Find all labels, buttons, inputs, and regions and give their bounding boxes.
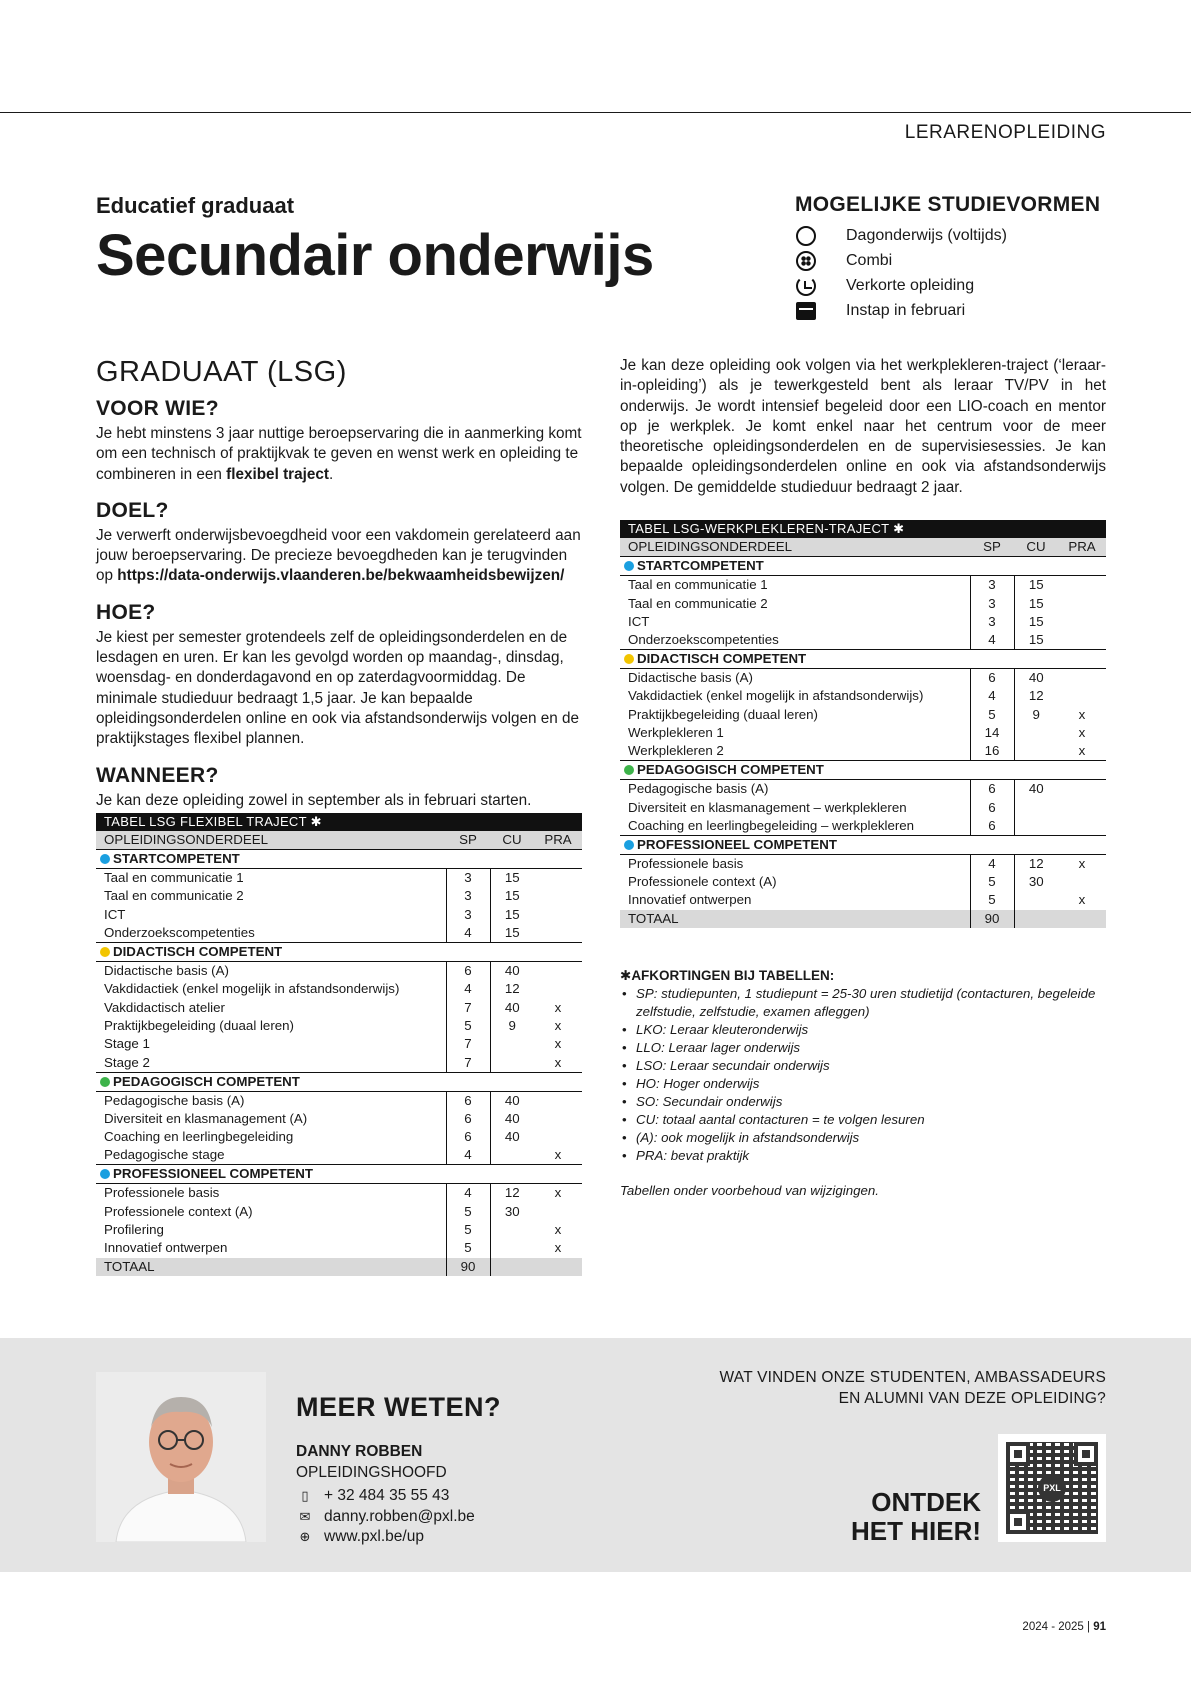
total-sp: 90 xyxy=(446,1258,490,1276)
cu-value: 15 xyxy=(490,887,534,905)
cu-value xyxy=(490,1054,534,1073)
study-form-label: Verkorte opleiding xyxy=(846,276,975,294)
table-group-row xyxy=(96,1072,582,1091)
page-number: 2024 - 2025 | 91 xyxy=(1022,1621,1106,1633)
table-header-row xyxy=(96,831,582,850)
study-form-item xyxy=(795,248,1106,273)
cu-value xyxy=(490,1239,534,1257)
table-row xyxy=(96,906,582,924)
table-group-row xyxy=(620,761,1106,780)
cu-value xyxy=(1014,742,1058,761)
cu-value: 40 xyxy=(490,962,534,981)
table-row xyxy=(620,798,1106,816)
table-total-row xyxy=(96,1258,582,1276)
sp-value: 6 xyxy=(446,1091,490,1110)
right-column xyxy=(620,356,1106,1198)
table-row xyxy=(620,706,1106,724)
cu-value: 12 xyxy=(1014,854,1058,873)
course-name: Taal en communicatie 1 xyxy=(104,870,244,886)
sp-value: 3 xyxy=(970,576,1014,595)
cu-value xyxy=(1014,817,1058,836)
pra-value xyxy=(534,869,582,888)
sp-value: 3 xyxy=(446,887,490,905)
group-dot-icon xyxy=(100,1077,110,1087)
abbreviations-list xyxy=(620,985,1106,1165)
course-name: Vakdidactiek (enkel mogelijk in afstandsonderwijs) xyxy=(104,981,400,997)
course-name: Innovatief ontwerpen xyxy=(628,892,752,908)
table-row xyxy=(96,1221,582,1239)
cu-value xyxy=(490,1221,534,1239)
cu-value: 40 xyxy=(1014,780,1058,799)
pra-value xyxy=(534,906,582,924)
group-name: PROFESSIONEEL COMPETENT xyxy=(113,1166,313,1182)
study-form-item xyxy=(795,223,1106,248)
study-form-label: Dagonderwijs (voltijds) xyxy=(846,226,1007,244)
pra-value xyxy=(1058,631,1106,650)
pra-value: x xyxy=(1078,892,1086,908)
table-row xyxy=(96,1110,582,1128)
abbreviation-item: • HO: Hoger onderwijs xyxy=(620,1075,1106,1093)
cu-value: 9 xyxy=(1014,706,1058,724)
course-name: Pedagogische basis (A) xyxy=(104,1092,245,1108)
table-row xyxy=(96,1091,582,1110)
course-name: Stage 2 xyxy=(104,1054,150,1070)
cu-value: 30 xyxy=(1014,873,1058,891)
table-row xyxy=(96,1202,582,1220)
pra-value xyxy=(534,1202,582,1220)
wanneer-text: Je kan deze opleiding zowel in september als in februari starten. xyxy=(96,791,532,809)
cu-value: 40 xyxy=(490,1091,534,1110)
asterisk-icon: ✱ xyxy=(310,814,322,830)
table-row xyxy=(96,962,582,981)
sp-value: 4 xyxy=(446,1146,490,1165)
cu-value: 40 xyxy=(490,1110,534,1128)
combi-icon xyxy=(795,250,817,272)
table-row xyxy=(620,854,1106,873)
asterisk-icon: ✱ xyxy=(620,967,632,983)
sp-value: 4 xyxy=(446,1184,490,1203)
pxl-logo-icon: PXL xyxy=(1038,1474,1066,1502)
course-name: Werkplekleren 2 xyxy=(628,743,724,759)
sp-value: 4 xyxy=(970,854,1014,873)
cu-value: 15 xyxy=(1014,631,1058,650)
abbreviation-item: • CU: totaal aantal contacturen = te volgen lesuren xyxy=(620,1111,1106,1129)
students-question: WAT VINDEN ONZE STUDENTEN, AMBASSADEURS EN ALUMNI VAN DEZE OPLEIDING? xyxy=(719,1369,1106,1407)
werkplekleren-intro: Je kan deze opleiding ook volgen via het werkplekleren-traject (‘leraar-in-opleiding’) als je tewerkgesteld bent als leraar TV/PV in het onderwijs. Je wordt intensief begeleid door een LIO-coach en mentor op je werkplek. Je komt enkel naar het centrum voor de meer theoretische opleidingsonderdelen en de supervisiesessies. Je kan bepaalde opleidingsonderdelen online en ook via afstandsonderwijs volgen. De gemiddelde studieduur bedraagt 2 jaar. xyxy=(620,357,1106,496)
course-name: Coaching en leerlingbegeleiding – werkplekleren xyxy=(628,817,915,833)
group-dot-icon xyxy=(100,1169,110,1179)
sp-value: 16 xyxy=(970,742,1014,761)
study-forms xyxy=(795,193,1106,323)
section-tag: LERARENOPLEIDING xyxy=(904,122,1106,143)
werkplekleren-table xyxy=(620,520,1106,928)
meer-weten-heading: MEER WETEN? xyxy=(296,1392,501,1422)
table-group-row xyxy=(96,1165,582,1184)
sp-value: 5 xyxy=(970,706,1014,724)
course-name: Professionele basis xyxy=(628,855,744,871)
doel-link[interactable]: https://data-onderwijs.vlaanderen.be/bekwaamheidsbewijzen/ xyxy=(117,567,565,585)
contact-name: DANNY ROBBEN xyxy=(296,1443,423,1460)
table-row xyxy=(96,1184,582,1203)
graduaat-heading: GRADUAAT (LSG) xyxy=(96,356,347,388)
table-row xyxy=(620,780,1106,799)
course-name: Diversiteit en klasmanagement (A) xyxy=(104,1110,308,1126)
pra-value: x xyxy=(554,999,562,1015)
sp-value: 4 xyxy=(446,924,490,943)
cu-value xyxy=(490,1035,534,1053)
col-header: PRA xyxy=(1058,538,1106,557)
contact-photo xyxy=(96,1372,266,1542)
table-group-row xyxy=(620,557,1106,576)
short-track-icon xyxy=(795,275,817,297)
table-row xyxy=(620,669,1106,688)
phone-icon: ▯ xyxy=(301,1488,309,1503)
cu-value: 15 xyxy=(1014,594,1058,612)
flexibel-traject-emph: flexibel traject xyxy=(226,465,329,483)
study-form-label: Combi xyxy=(846,251,893,269)
table-row xyxy=(96,980,582,998)
pra-value: x xyxy=(1078,725,1086,741)
course-name: ICT xyxy=(628,614,650,630)
course-name: Profilering xyxy=(104,1221,164,1237)
group-dot-icon xyxy=(624,561,634,571)
pra-value xyxy=(534,980,582,998)
sp-value: 6 xyxy=(970,798,1014,816)
sp-value: 7 xyxy=(446,1035,490,1053)
doel-text: Je verwerft onderwijsbevoegdheid voor een vakdomein gerelateerd aan jouw beroepservaring. De precieze bevoegdheden kan je terugvinden op https://data-onderwijs.vlaanderen.be/bekwaamheidsbewijzen/ xyxy=(96,526,581,585)
pra-value xyxy=(1058,669,1106,688)
table-row xyxy=(96,924,582,943)
course-name: Diversiteit en klasmanagement – werkplekleren xyxy=(628,799,907,815)
table-group-row xyxy=(620,835,1106,854)
course-name: Onderzoekscompetenties xyxy=(628,632,779,648)
left-column xyxy=(96,356,582,1276)
cu-value xyxy=(1014,891,1058,909)
pra-value xyxy=(1058,576,1106,595)
col-header: SP xyxy=(446,831,490,850)
sp-value: 14 xyxy=(970,724,1014,742)
study-forms-heading: MOGELIJKE STUDIEVORMEN xyxy=(795,193,1101,216)
cu-value: 40 xyxy=(490,1128,534,1146)
cu-value: 15 xyxy=(490,906,534,924)
course-name: Taal en communicatie 1 xyxy=(628,577,768,593)
page-subtitle: Educatief graduaat xyxy=(96,193,295,218)
sp-value: 5 xyxy=(446,1221,490,1239)
sp-value: 6 xyxy=(446,1128,490,1146)
table-title: TABEL LSG-WERKPLEKLEREN-TRAJECT ✱ xyxy=(620,520,1106,538)
pra-value: x xyxy=(554,1147,562,1163)
course-name: Pedagogische basis (A) xyxy=(628,781,769,797)
table-row xyxy=(620,817,1106,836)
voorwie-text: Je hebt minstens 3 jaar nuttige beroepservaring die in aanmerking komt om een technisch of praktijkvak te geven en wenst werk en opleiding te combineren in een flexibel traject. xyxy=(96,425,582,483)
pra-value xyxy=(1058,594,1106,612)
wanneer-heading: WANNEER? xyxy=(96,763,219,787)
abbreviation-item: • LSO: Leraar secundair onderwijs xyxy=(620,1057,1106,1075)
table-row xyxy=(96,998,582,1016)
sp-value: 4 xyxy=(970,631,1014,650)
sp-value: 7 xyxy=(446,1054,490,1073)
group-dot-icon xyxy=(624,654,634,664)
pra-value xyxy=(534,924,582,943)
course-name: Taal en communicatie 2 xyxy=(104,888,244,904)
pra-value xyxy=(534,1091,582,1110)
contact-email: danny.robben@pxl.be xyxy=(324,1507,475,1525)
table-row xyxy=(96,1239,582,1257)
table-row xyxy=(96,1035,582,1053)
calendar-icon xyxy=(795,300,817,322)
table-row xyxy=(96,869,582,888)
abbreviation-item: • SP: studiepunten, 1 studiepunt = 25-30 uren studietijd (contacturen, begeleide zelfstudie, zelfstudie, examen afleggen) xyxy=(620,985,1106,1021)
sp-value: 3 xyxy=(970,613,1014,631)
group-dot-icon xyxy=(100,854,110,864)
course-name: Praktijkbegeleiding (duaal leren) xyxy=(104,1018,294,1033)
study-form-item xyxy=(795,273,1106,298)
abbreviation-item: • SO: Secundair onderwijs xyxy=(620,1093,1106,1111)
abbreviation-item: • LKO: Leraar kleuteronderwijs xyxy=(620,1021,1106,1039)
sp-value: 6 xyxy=(446,1110,490,1128)
table-row xyxy=(620,891,1106,909)
group-name: PEDAGOGISCH COMPETENT xyxy=(113,1073,300,1089)
course-name: Vakdidactiek (enkel mogelijk in afstandsonderwijs) xyxy=(628,688,924,704)
table-row xyxy=(620,576,1106,595)
abbreviation-item: • LLO: Leraar lager onderwijs xyxy=(620,1039,1106,1057)
cu-value: 12 xyxy=(490,1184,534,1203)
table-title-row xyxy=(96,813,582,831)
col-header: CU xyxy=(490,831,534,850)
course-name: Pedagogische stage xyxy=(104,1147,225,1163)
table-row xyxy=(96,1146,582,1165)
course-name: Professionele context (A) xyxy=(628,874,777,889)
page-title: Secundair onderwijs xyxy=(96,223,654,288)
pra-value xyxy=(534,962,582,981)
pra-value xyxy=(1058,687,1106,705)
asterisk-icon: ✱ xyxy=(893,521,905,537)
sp-value: 5 xyxy=(970,873,1014,891)
abbreviations-heading: ✱AFKORTINGEN BIJ TABELLEN: xyxy=(620,967,835,983)
table-total-row xyxy=(620,910,1106,928)
cu-value: 12 xyxy=(490,980,534,998)
sp-value: 3 xyxy=(970,594,1014,612)
col-header: PRA xyxy=(534,831,582,850)
cu-value: 40 xyxy=(490,998,534,1016)
table-row xyxy=(96,1128,582,1146)
pra-value xyxy=(534,887,582,905)
group-name: PROFESSIONEEL COMPETENT xyxy=(637,836,837,852)
col-header: OPLEIDINGSONDERDEEL xyxy=(620,538,970,557)
sp-value: 3 xyxy=(446,869,490,888)
table-row xyxy=(620,594,1106,612)
pra-value xyxy=(1058,613,1106,631)
course-name: Coaching en leerlingbegeleiding xyxy=(104,1129,294,1145)
qr-code[interactable] xyxy=(998,1434,1106,1542)
course-name: Didactische basis (A) xyxy=(104,963,229,979)
doel-heading: DOEL? xyxy=(96,498,169,522)
pra-value: x xyxy=(1078,706,1086,722)
table-title: TABEL LSG FLEXIBEL TRAJECT ✱ xyxy=(96,813,582,831)
top-rule xyxy=(0,112,1191,113)
pra-value: x xyxy=(554,1185,562,1201)
cu-value xyxy=(490,1146,534,1165)
col-header: CU xyxy=(1014,538,1058,557)
table-row xyxy=(620,873,1106,891)
cu-value xyxy=(1014,798,1058,816)
abbreviation-item: • (A): ook mogelijk in afstandsonderwijs xyxy=(620,1129,1106,1147)
sp-value: 4 xyxy=(446,980,490,998)
sp-value: 5 xyxy=(446,1202,490,1220)
course-name: Innovatief ontwerpen xyxy=(104,1240,228,1256)
table-group-row xyxy=(96,850,582,869)
contact-role: OPLEIDINGSHOOFD xyxy=(296,1463,447,1481)
cu-value: 30 xyxy=(490,1202,534,1220)
abbreviation-item: • PRA: bevat praktijk xyxy=(620,1147,1106,1165)
pra-value xyxy=(1058,798,1106,816)
hoe-heading: HOE? xyxy=(96,600,156,624)
table-row xyxy=(620,613,1106,631)
pra-value: x xyxy=(554,1036,562,1052)
table-row xyxy=(96,1017,582,1035)
study-form-item xyxy=(795,298,1106,323)
table-group-row xyxy=(620,650,1106,669)
hoe-text: Je kiest per semester grotendeels zelf de opleidingsonderdelen en de lesdagen en uren. Er kan les gevolgd worden op maandag-, dinsdag, woensdag- en donderdagavond en op zaterdagvoormiddag. De minimale studieduur bedraagt 1,5 jaar. Je kan bepaalde opleidingsonderdelen online en ook via afstandsonderwijs volgen en de praktijkstages flexibel plannen. xyxy=(96,628,580,748)
globe-icon: ⊕ xyxy=(299,1529,311,1544)
pra-value xyxy=(534,1128,582,1146)
cu-value xyxy=(1014,724,1058,742)
table-row xyxy=(96,887,582,905)
group-name: STARTCOMPETENT xyxy=(113,851,240,867)
cu-value: 9 xyxy=(490,1017,534,1035)
contact-web-row[interactable] xyxy=(296,1527,475,1548)
pra-value: x xyxy=(1078,855,1086,871)
pra-value xyxy=(1058,873,1106,891)
table-row xyxy=(620,742,1106,761)
total-label: TOTAAL xyxy=(96,1258,446,1276)
group-name: DIDACTISCH COMPETENT xyxy=(113,944,283,960)
flexibel-traject-table xyxy=(96,813,582,1276)
pra-value xyxy=(1058,780,1106,799)
sp-value: 5 xyxy=(446,1017,490,1035)
cu-value: 15 xyxy=(490,924,534,943)
group-name: PEDAGOGISCH COMPETENT xyxy=(637,762,824,778)
table-row xyxy=(620,631,1106,650)
contact-web: www.pxl.be/up xyxy=(324,1528,424,1545)
col-header: SP xyxy=(970,538,1014,557)
group-dot-icon xyxy=(624,765,634,775)
cu-value: 40 xyxy=(1014,669,1058,688)
total-sp: 90 xyxy=(970,910,1014,928)
table-group-row xyxy=(96,943,582,962)
course-name: Vakdidactisch atelier xyxy=(104,999,225,1015)
pra-value: x xyxy=(554,1054,562,1070)
mail-icon: ✉ xyxy=(299,1508,311,1524)
course-name: ICT xyxy=(104,906,126,922)
pra-value xyxy=(1058,817,1106,836)
table-header-row xyxy=(620,538,1106,557)
disclaimer-note: Tabellen onder voorbehoud van wijzigingen. xyxy=(620,1182,879,1198)
sp-value: 5 xyxy=(446,1239,490,1257)
contact-details xyxy=(296,1442,475,1548)
pra-value: x xyxy=(1078,743,1086,759)
course-name: Onderzoekscompetenties xyxy=(104,925,255,941)
total-label: TOTAAL xyxy=(620,910,970,928)
group-name: STARTCOMPETENT xyxy=(637,558,764,574)
course-name: Praktijkbegeleiding (duaal leren) xyxy=(628,706,818,722)
contact-phone: + 32 484 35 55 43 xyxy=(324,1487,450,1504)
circle-icon xyxy=(795,225,817,247)
ontdek-callout: ONTDEK HET HIER! xyxy=(851,1487,981,1546)
sp-value: 6 xyxy=(970,817,1014,836)
group-dot-icon xyxy=(624,840,634,850)
sp-value: 7 xyxy=(446,998,490,1016)
table-row xyxy=(620,724,1106,742)
sp-value: 5 xyxy=(970,891,1014,909)
course-name: Didactische basis (A) xyxy=(628,670,753,686)
course-name: Professionele basis xyxy=(104,1185,220,1201)
cu-value: 15 xyxy=(1014,576,1058,595)
group-dot-icon xyxy=(100,947,110,957)
cu-value: 15 xyxy=(1014,613,1058,631)
table-title-row xyxy=(620,520,1106,538)
pra-value: x xyxy=(554,1018,562,1033)
sp-value: 4 xyxy=(970,687,1014,705)
table-row xyxy=(96,1054,582,1073)
cu-value: 15 xyxy=(490,869,534,888)
course-name: Professionele context (A) xyxy=(104,1203,253,1219)
voorwie-heading: VOOR WIE? xyxy=(96,397,219,420)
course-name: Stage 1 xyxy=(104,1036,150,1052)
contact-phone-row[interactable] xyxy=(296,1486,475,1507)
table-row xyxy=(620,687,1106,705)
study-form-label: Instap in februari xyxy=(846,301,966,319)
sp-value: 6 xyxy=(970,669,1014,688)
group-name: DIDACTISCH COMPETENT xyxy=(637,651,807,667)
sp-value: 6 xyxy=(446,962,490,981)
sp-value: 6 xyxy=(970,780,1014,799)
contact-footer xyxy=(0,1338,1191,1572)
col-header: OPLEIDINGSONDERDEEL xyxy=(96,831,446,850)
abbreviations xyxy=(620,968,1106,1198)
pra-value: x xyxy=(554,1240,562,1256)
cu-value: 12 xyxy=(1014,687,1058,705)
course-name: Taal en communicatie 2 xyxy=(628,595,768,611)
course-name: Werkplekleren 1 xyxy=(628,725,724,741)
sp-value: 3 xyxy=(446,906,490,924)
contact-email-row[interactable] xyxy=(296,1507,475,1528)
pra-value: x xyxy=(554,1221,562,1237)
pra-value xyxy=(534,1110,582,1128)
